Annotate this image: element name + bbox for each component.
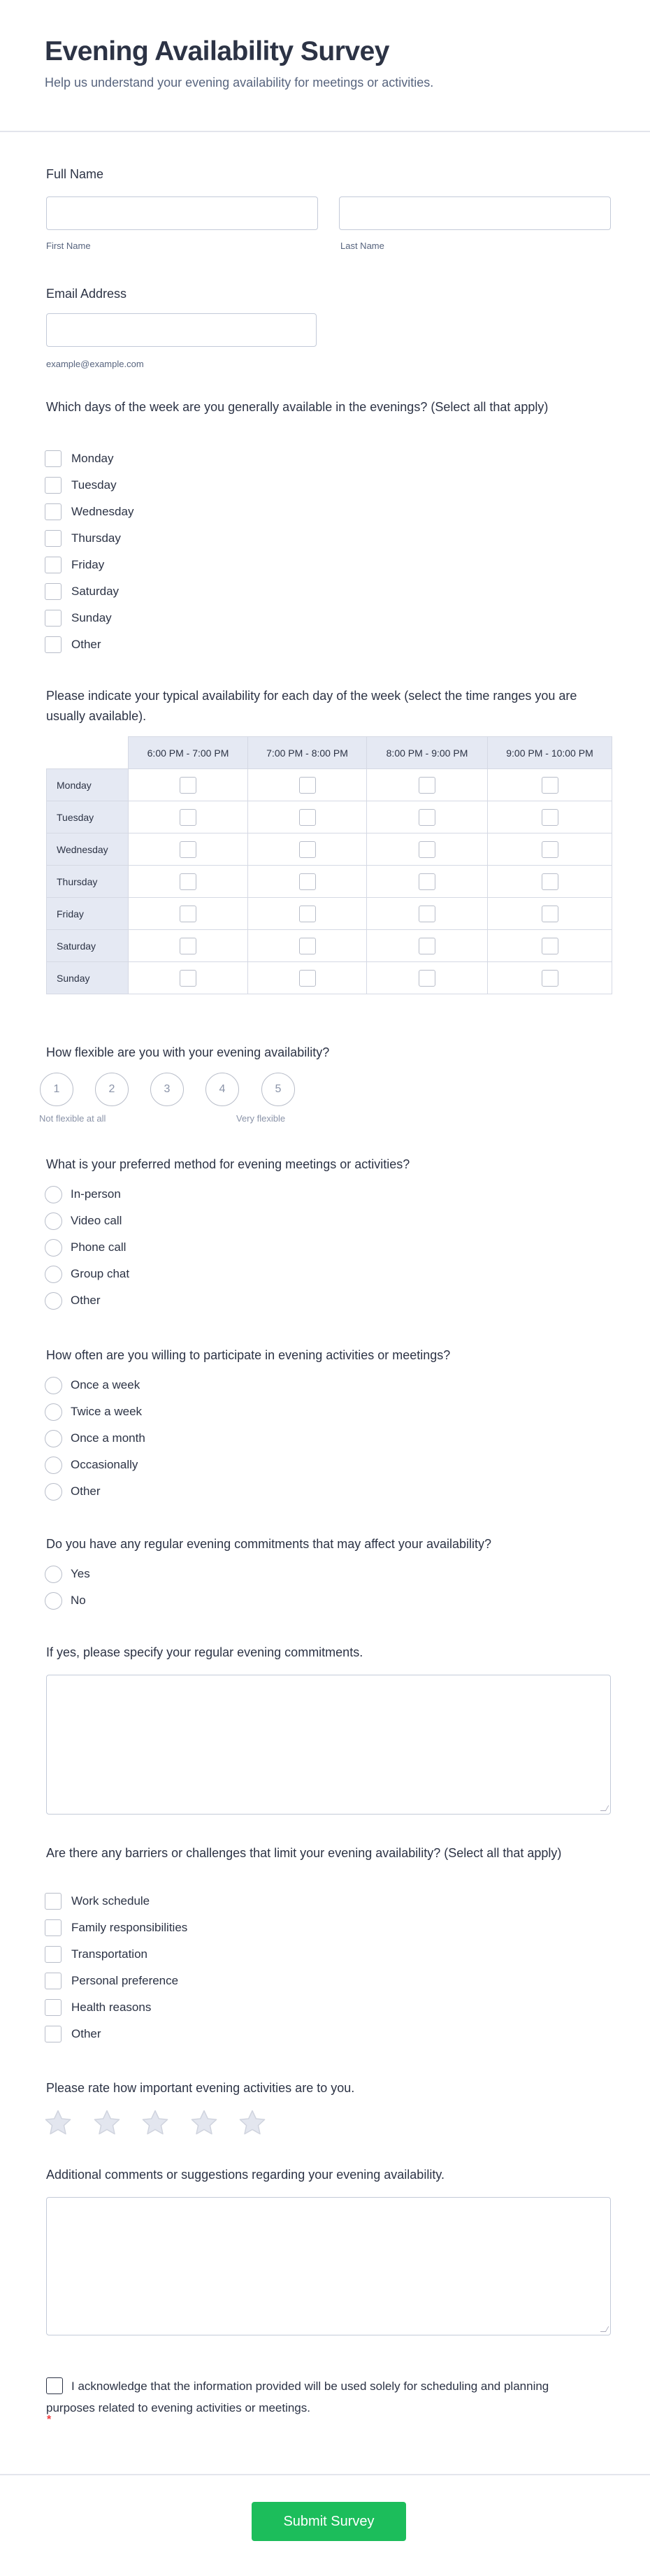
matrix-checkbox[interactable] — [419, 970, 435, 987]
matrix-checkbox[interactable] — [299, 970, 316, 987]
matrix-row-label: Wednesday — [47, 833, 129, 866]
matrix-cell — [367, 801, 488, 833]
matrix-cell — [248, 801, 367, 833]
frequency-option-label: Occasionally — [71, 1458, 138, 1471]
radio-button[interactable] — [45, 1483, 62, 1501]
checkbox[interactable] — [45, 610, 62, 627]
day-option-label: Saturday — [71, 585, 120, 598]
checkbox[interactable] — [45, 503, 62, 520]
barrier-option[interactable] — [45, 1892, 150, 1910]
checkbox[interactable] — [45, 1999, 62, 2016]
matrix-corner — [47, 737, 129, 769]
matrix-row-label: Thursday — [47, 866, 129, 898]
frequency-option-label: Other — [71, 1484, 101, 1498]
method-option-label: In-person — [71, 1187, 121, 1201]
comments-textarea[interactable] — [46, 2197, 611, 2335]
method-option[interactable] — [45, 1212, 122, 1230]
email-input[interactable] — [46, 313, 317, 347]
barrier-option-label: Transportation — [71, 1947, 147, 1961]
radio-button[interactable] — [45, 1592, 62, 1610]
flexibility-option-1[interactable]: 1 — [40, 1073, 73, 1106]
day-option[interactable] — [45, 450, 113, 468]
checkbox[interactable] — [45, 636, 62, 653]
barrier-option[interactable] — [45, 1945, 147, 1963]
matrix-checkbox[interactable] — [419, 873, 435, 890]
matrix-checkbox[interactable] — [180, 873, 196, 890]
matrix-cell — [367, 833, 488, 866]
flexibility-option-4[interactable]: 4 — [205, 1073, 239, 1106]
checkbox[interactable] — [45, 530, 62, 547]
matrix-checkbox[interactable] — [180, 970, 196, 987]
matrix-row-label: Saturday — [47, 930, 129, 962]
matrix-column-header: 9:00 PM - 10:00 PM — [488, 737, 612, 769]
matrix-checkbox[interactable] — [299, 841, 316, 858]
frequency-option[interactable] — [45, 1429, 145, 1447]
first-name-sublabel: First Name — [46, 241, 91, 251]
frequency-option[interactable] — [45, 1456, 138, 1474]
matrix-checkbox[interactable] — [299, 906, 316, 922]
matrix-checkbox[interactable] — [542, 841, 558, 858]
matrix-cell — [129, 833, 248, 866]
matrix-checkbox[interactable] — [299, 873, 316, 890]
checkbox[interactable] — [45, 2026, 62, 2042]
email-label: Email Address — [46, 287, 127, 301]
matrix-checkbox[interactable] — [542, 873, 558, 890]
flexibility-max-label: Very flexible — [236, 1113, 286, 1124]
day-option-label: Thursday — [71, 531, 121, 545]
matrix-cell — [367, 769, 488, 801]
matrix-checkbox[interactable] — [180, 938, 196, 954]
resize-handle-icon[interactable] — [600, 1805, 609, 1811]
matrix-row — [47, 801, 612, 833]
day-option[interactable] — [45, 556, 104, 574]
matrix-cell — [367, 866, 488, 898]
matrix-checkbox[interactable] — [419, 938, 435, 954]
matrix-cell — [129, 898, 248, 930]
day-option[interactable] — [45, 476, 117, 494]
frequency-option[interactable] — [45, 1403, 142, 1421]
day-option[interactable] — [45, 636, 101, 654]
day-option-label: Sunday — [71, 611, 112, 624]
flexibility-option-5[interactable]: 5 — [261, 1073, 295, 1106]
availability-matrix — [46, 736, 612, 994]
matrix-cell — [129, 866, 248, 898]
method-option-label: Other — [71, 1294, 101, 1307]
matrix-cell — [248, 962, 367, 994]
checkbox[interactable] — [45, 583, 62, 600]
matrix-row-label: Monday — [47, 769, 129, 801]
matrix-checkbox[interactable] — [419, 841, 435, 858]
frequency-option-label: Twice a week — [71, 1405, 143, 1418]
page-subtitle: Help us understand your evening availability for meetings or activities. — [45, 76, 434, 90]
matrix-checkbox[interactable] — [419, 777, 435, 794]
radio-button[interactable] — [45, 1566, 62, 1583]
day-option[interactable] — [45, 609, 112, 627]
commitments-question: Do you have any regular evening commitments that may affect your availability? — [46, 1537, 491, 1551]
matrix-checkbox[interactable] — [542, 906, 558, 922]
barrier-option-label: Health reasons — [71, 2001, 152, 2014]
page-title: Evening Availability Survey — [45, 36, 389, 66]
radio-button[interactable] — [45, 1266, 62, 1283]
matrix-cell — [488, 898, 612, 930]
matrix-cell — [488, 962, 612, 994]
radio-button[interactable] — [45, 1186, 62, 1203]
matrix-cell — [488, 833, 612, 866]
matrix-checkbox[interactable] — [180, 906, 196, 922]
barrier-option[interactable] — [45, 1998, 151, 2017]
matrix-column-header: 7:00 PM - 8:00 PM — [248, 737, 367, 769]
matrix-cell — [367, 962, 488, 994]
matrix-cell — [488, 801, 612, 833]
submit-button[interactable]: Submit Survey — [252, 2502, 406, 2541]
day-option[interactable] — [45, 582, 119, 601]
matrix-checkbox[interactable] — [180, 809, 196, 826]
day-option[interactable] — [45, 503, 133, 521]
star-icon[interactable] — [140, 2108, 171, 2138]
flexibility-question: How flexible are you with your evening availability? — [46, 1045, 330, 1059]
matrix-row — [47, 962, 612, 994]
commitment-option-label: No — [71, 1594, 86, 1607]
matrix-cell — [248, 930, 367, 962]
commitment-option[interactable] — [45, 1565, 90, 1583]
radio-button[interactable] — [45, 1430, 62, 1447]
method-option-label: Video call — [71, 1214, 122, 1227]
matrix-row — [47, 930, 612, 962]
flexibility-option-2[interactable]: 2 — [95, 1073, 129, 1106]
day-option-label: Wednesday — [71, 505, 134, 518]
matrix-checkbox[interactable] — [299, 938, 316, 954]
method-option-label: Phone call — [71, 1240, 127, 1254]
first-name-input[interactable] — [46, 196, 318, 230]
checkbox[interactable] — [45, 477, 62, 494]
day-option[interactable] — [45, 529, 121, 548]
matrix-row — [47, 833, 612, 866]
matrix-checkbox[interactable] — [299, 777, 316, 794]
matrix-cell — [248, 898, 367, 930]
star-icon[interactable] — [237, 2108, 268, 2138]
method-question: What is your preferred method for evening meetings or activities? — [46, 1157, 410, 1171]
resize-handle-icon[interactable] — [600, 2326, 609, 2332]
matrix-cell — [367, 930, 488, 962]
footer-divider — [0, 2474, 650, 2475]
method-option[interactable] — [45, 1291, 101, 1310]
matrix-checkbox[interactable] — [180, 841, 196, 858]
radio-button[interactable] — [45, 1457, 62, 1474]
acknowledge-text: I acknowledge that the information provided will be used solely for scheduling and planning purposes related to evening activities or meetings. — [46, 2380, 549, 2414]
frequency-option-label: Once a month — [71, 1431, 145, 1445]
barriers-question: Are there any barriers or challenges that limit your evening availability? (Select all that apply) — [46, 1846, 562, 1860]
matrix-cell — [488, 769, 612, 801]
barrier-option-label: Family responsibilities — [71, 1921, 188, 1934]
checkbox[interactable] — [45, 1946, 62, 1963]
full-name-label: Full Name — [46, 167, 104, 181]
star-icon[interactable] — [92, 2108, 122, 2138]
matrix-cell — [248, 833, 367, 866]
radio-button[interactable] — [45, 1403, 62, 1421]
matrix-checkbox[interactable] — [419, 809, 435, 826]
matrix-row-label: Tuesday — [47, 801, 129, 833]
matrix-checkbox[interactable] — [180, 777, 196, 794]
method-option[interactable] — [45, 1238, 126, 1257]
commitment-option-label: Yes — [71, 1567, 90, 1580]
star-icon[interactable] — [189, 2108, 219, 2138]
flexibility-option-3[interactable]: 3 — [150, 1073, 184, 1106]
comments-question: Additional comments or suggestions regarding your evening availability. — [46, 2168, 445, 2182]
commitment-option[interactable] — [45, 1591, 86, 1610]
matrix-checkbox[interactable] — [542, 777, 558, 794]
method-option[interactable] — [45, 1265, 129, 1283]
flexibility-min-label: Not flexible at all — [39, 1113, 106, 1124]
rating-question: Please rate how important evening activities are to you. — [46, 2081, 355, 2095]
commitments-detail-textarea[interactable] — [46, 1675, 611, 1815]
matrix-checkbox[interactable] — [542, 938, 558, 954]
matrix-column-header: 8:00 PM - 9:00 PM — [367, 737, 488, 769]
last-name-sublabel: Last Name — [340, 241, 384, 251]
checkbox[interactable] — [45, 450, 62, 467]
days-question: Which days of the week are you generally available in the evenings? (Select all that apply) — [46, 400, 549, 414]
email-sublabel: example@example.com — [46, 359, 144, 369]
checkbox[interactable] — [45, 1919, 62, 1936]
matrix-row-label: Friday — [47, 898, 129, 930]
radio-button[interactable] — [45, 1212, 62, 1230]
radio-button[interactable] — [45, 1377, 62, 1394]
matrix-row — [47, 866, 612, 898]
matrix-cell — [248, 866, 367, 898]
matrix-row — [47, 898, 612, 930]
matrix-checkbox[interactable] — [419, 906, 435, 922]
commitments-detail-question: If yes, please specify your regular evening commitments. — [46, 1645, 363, 1659]
matrix-column-header: 6:00 PM - 7:00 PM — [129, 737, 248, 769]
matrix-cell — [248, 769, 367, 801]
matrix-cell — [129, 962, 248, 994]
matrix-cell — [488, 930, 612, 962]
frequency-option-label: Once a week — [71, 1378, 140, 1391]
required-asterisk: * — [47, 2414, 52, 2426]
frequency-question: How often are you willing to participate in evening activities or meetings? — [46, 1348, 451, 1362]
matrix-cell — [367, 898, 488, 930]
day-option-label: Tuesday — [71, 478, 117, 492]
last-name-input[interactable] — [339, 196, 611, 230]
barrier-option[interactable] — [45, 1972, 178, 1990]
radio-button[interactable] — [45, 1239, 62, 1257]
day-option-label: Other — [71, 638, 101, 651]
matrix-checkbox[interactable] — [542, 809, 558, 826]
checkbox[interactable] — [45, 557, 62, 573]
matrix-checkbox[interactable] — [299, 809, 316, 826]
barrier-option-label: Personal preference — [71, 1974, 179, 1987]
matrix-cell — [488, 866, 612, 898]
frequency-option[interactable] — [45, 1482, 101, 1501]
star-icon[interactable] — [43, 2108, 73, 2138]
matrix-cell — [129, 930, 248, 962]
matrix-question: Please indicate your typical availability for each day of the week (select the time ranges you are usually available). — [46, 689, 577, 723]
barrier-option-label: Work schedule — [71, 1894, 150, 1908]
matrix-cell — [129, 801, 248, 833]
matrix-row — [47, 769, 612, 801]
barrier-option[interactable] — [45, 2025, 101, 2043]
matrix-row-label: Sunday — [47, 962, 129, 994]
day-option-label: Friday — [71, 558, 105, 571]
header-divider — [0, 131, 650, 132]
frequency-option[interactable] — [45, 1376, 140, 1394]
matrix-checkbox[interactable] — [542, 970, 558, 987]
barrier-option[interactable] — [45, 1919, 187, 1937]
method-option[interactable] — [45, 1185, 121, 1203]
day-option-label: Monday — [71, 452, 114, 465]
method-option-label: Group chat — [71, 1267, 130, 1280]
checkbox[interactable] — [45, 1893, 62, 1910]
matrix-cell — [129, 769, 248, 801]
barrier-option-label: Other — [71, 2027, 101, 2040]
radio-button[interactable] — [45, 1292, 62, 1310]
checkbox[interactable] — [45, 1973, 62, 1989]
